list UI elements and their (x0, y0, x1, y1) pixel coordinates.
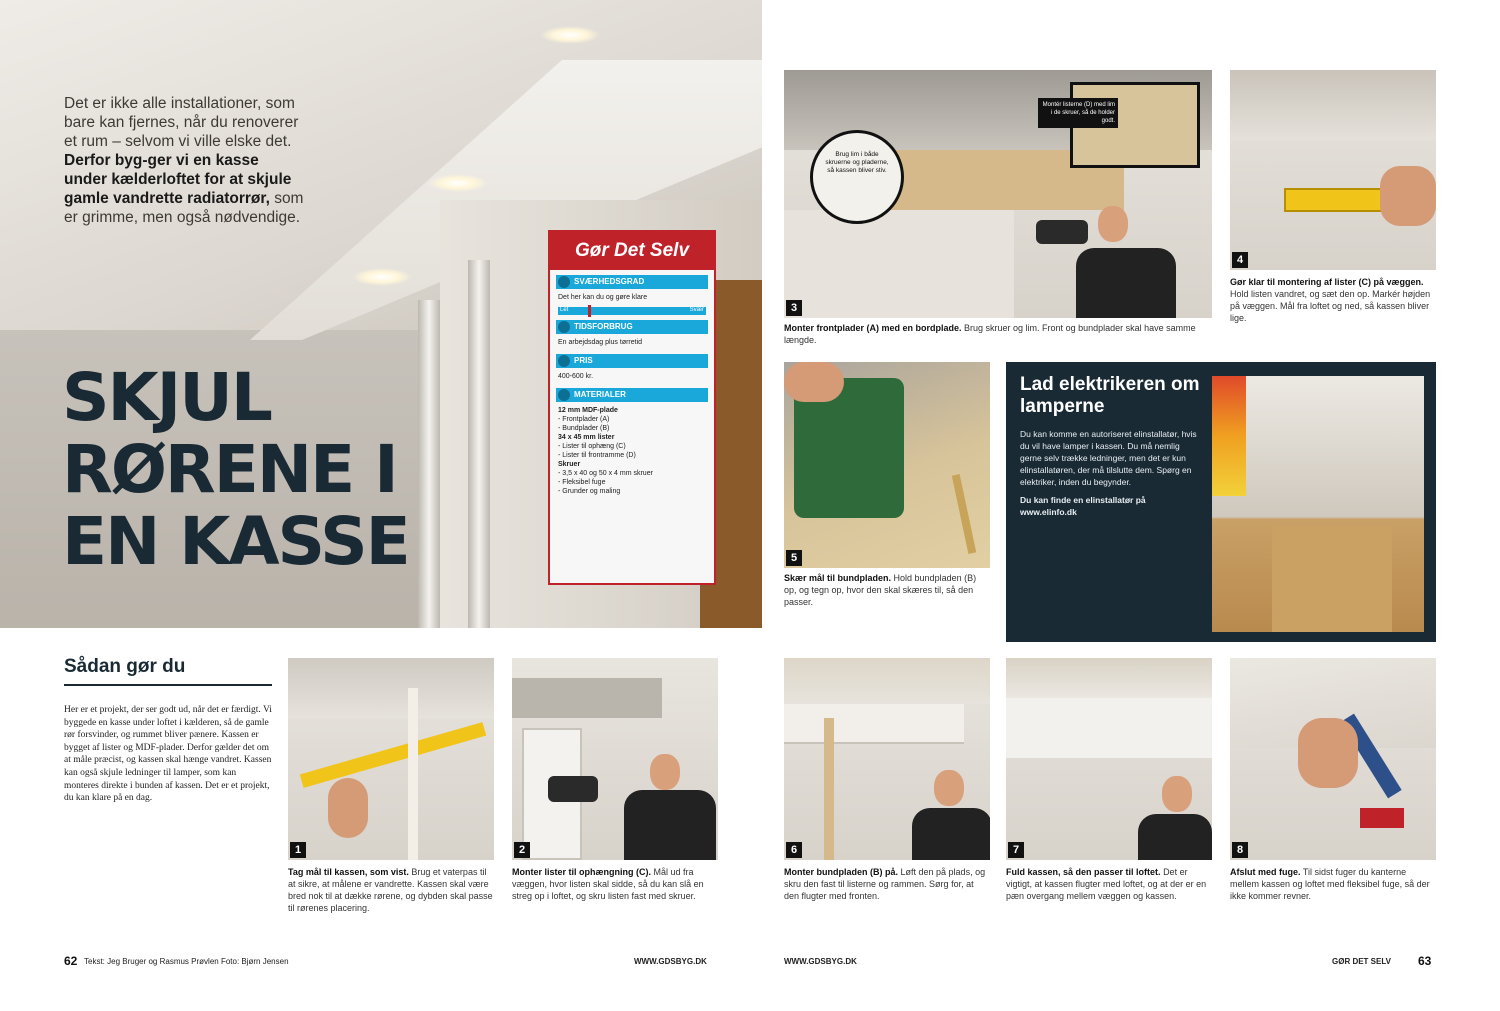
info-box (548, 230, 716, 585)
materials-list (550, 404, 714, 496)
difficulty-text: Det her kan du og gøre klare (558, 294, 648, 301)
callout-circle: Brug lim i både skruerne og pladerne, så kassen bliver stiv. (810, 130, 904, 224)
step-number: 7 (1008, 842, 1024, 858)
hand (328, 778, 368, 838)
step-number: 4 (1232, 252, 1248, 268)
drill (1036, 220, 1088, 244)
step-number: 6 (786, 842, 802, 858)
credits: Tekst: Jeg Bruger og Rasmus Prøvlen Foto: Bjørn Jensen (84, 957, 289, 966)
intro-bold: Derfor byg-ger vi en kasse under kælderloftet for at skjule gamle vandrette radiatorrør, (64, 152, 292, 207)
footer-brand: GØR DET SELV (1332, 957, 1391, 966)
sidebar-text: Du kan komme en autoriseret elinstallatør, hvis du vil have lamper i kassen. Du må nemlig gerne selv trække ledninger, men det er kun elinstallatøren, der må tilslutte dem. Spørg en elektriker, inden du begynder. Du kan finde en elinstallatør på www.elinfo.dk (1020, 429, 1197, 517)
price-bar: PRIS (556, 354, 708, 368)
title-line: EN KASSE (62, 503, 409, 580)
step-photo (288, 658, 494, 860)
callout-top: Montér listerne (D) med lim i de skruer, så de holder godt. (1038, 98, 1118, 128)
time-text: En arbejdsdag plus tørretid (558, 339, 643, 346)
step-caption: Afslut med fuge. Til sidst fuger du kanterne mellem kassen og loftet med fleksibel fuge, så der ikke kommer revner. (1230, 867, 1430, 901)
material-item: 12 mm MDF-plade (558, 407, 618, 414)
footer-url: WWW.GDSBYG.DK (784, 957, 857, 966)
page-title (62, 359, 409, 580)
ceiling-box (784, 704, 964, 744)
body-text: Her er et projekt, der ser godt ud, når det er færdigt. Vi byggede en kasse under loftet i kælderen, så de gamle rør forsvinder, og rummet bliver pænere. Kassen er bygget af lister og MDF-plader. Derfor gælder det om at måle præcist, og kassen skal hænge vandret. Kassen kan også skjule ledninger til lamper, som kan monteres direkte i bunden af kassen. Det er et projekt, du kan klare på en dag. (64, 705, 272, 804)
step-number: 8 (1232, 842, 1248, 858)
material-item: - Grunder og maling (558, 488, 621, 495)
heading-rule (64, 684, 272, 686)
step-photo (1006, 658, 1212, 860)
step-photo (784, 362, 990, 568)
step-number: 5 (786, 550, 802, 566)
sidebar-photo (1212, 376, 1424, 632)
intro-end: som er grimme, men også nødvendige. (64, 190, 304, 226)
title-line: RØRENE I (62, 431, 397, 508)
materials-bar: MATERIALER (556, 388, 708, 402)
spirit-level (300, 722, 486, 788)
pipe (418, 300, 440, 628)
title-line: SKJUL (62, 359, 271, 436)
folding-rule (408, 688, 418, 860)
coin-icon (558, 355, 570, 367)
hand-icon (558, 276, 570, 288)
step-number: 1 (290, 842, 306, 858)
hero-photo (0, 0, 762, 628)
sidebar-box (1006, 362, 1436, 642)
time-bar: TIDSFORBRUG (556, 320, 708, 334)
step-photo (512, 658, 718, 860)
ceiling-lamp (352, 268, 412, 286)
pipe (468, 260, 490, 628)
sidebar-title: Lad elektrikeren om lamperne (1020, 374, 1200, 417)
intro-text (64, 94, 304, 227)
material-item: - Fleksibel fuge (558, 479, 606, 486)
page-number: 63 (1418, 954, 1432, 968)
step-caption: Skær mål til bundpladen. Hold bundpladen (B) op, og tegn op, hvor den skal skæres til, så den passer. (784, 573, 977, 607)
step-caption: Tag mål til kassen, som vist. Brug et vaterpas til at sikre, at målene er vandrette. Kassen skal være bred nok til at dække rørene, og dybden skal passe til rørenes placering. (288, 867, 493, 913)
difficulty-bar: SVÆRHEDSGRAD (556, 275, 708, 289)
step-caption: Monter lister til ophængning (C). Mål ud fra væggen, hvor listen skal sidde, så du kan slå en streg op i loftet, og skru listen fast med skruer. (512, 867, 704, 901)
section-heading: Sådan gør du (64, 656, 186, 677)
intro-plain: Det er ikke alle installationer, som bare kan fjernes, når du renoverer et rum – selvom vi ville elske det. (64, 95, 299, 150)
ceiling-lamp (428, 174, 488, 192)
step-caption: Monter frontplader (A) med en bordplade. Brug skruer og lim. Front og bundplader skal have samme længde. (784, 323, 1196, 345)
step-number: 3 (786, 300, 802, 316)
hand (1298, 718, 1358, 788)
drill (548, 776, 598, 802)
material-item: - Frontplader (A) (558, 416, 610, 423)
step-caption: Monter bundpladen (B) på. Løft den på plads, og skru den fast til listerne og rammen. Sørg for, at den flugter med fronten. (784, 867, 986, 901)
footer-url: WWW.GDSBYG.DK (634, 957, 707, 966)
step-photo (1230, 658, 1436, 860)
difficulty-slider: Let Svær (558, 307, 706, 315)
ceiling-lamp (540, 26, 600, 44)
step-caption: Gør klar til montering af lister (C) på væggen. Hold listen vandret, og sæt den op. Markér højden på væggen. Mål fra loftet og ned, så kassen bliver lige. (1230, 277, 1431, 323)
step-photo (784, 658, 990, 860)
ceiling-box (1006, 698, 1212, 758)
material-item: - Bundplader (B) (558, 425, 610, 432)
material-item: 34 x 45 mm lister (558, 434, 615, 441)
price-text: 400-600 kr. (558, 373, 594, 380)
hand (1380, 166, 1436, 226)
clock-icon (558, 321, 570, 333)
step-photo (784, 70, 1212, 318)
material-item: - Lister til ophæng (C) (558, 443, 626, 450)
material-item: - 3,5 x 40 og 50 x 4 mm skruer (558, 470, 653, 477)
step-photo (1230, 70, 1436, 270)
page-number: 62 (64, 954, 78, 968)
material-item: Skruer (558, 461, 581, 468)
material-item: - Lister til frontramme (D) (558, 452, 636, 459)
slider-knob (588, 305, 591, 317)
step-number: 2 (514, 842, 530, 858)
step-caption: Fuld kassen, så den passer til loftet. Det er vigtigt, at kassen flugter med loftet, og at der er en pæn overgang mellem væggen og kassen. (1006, 867, 1207, 901)
gds-logo: Gør Det Selv (550, 232, 714, 270)
toolbox-icon (558, 389, 570, 401)
